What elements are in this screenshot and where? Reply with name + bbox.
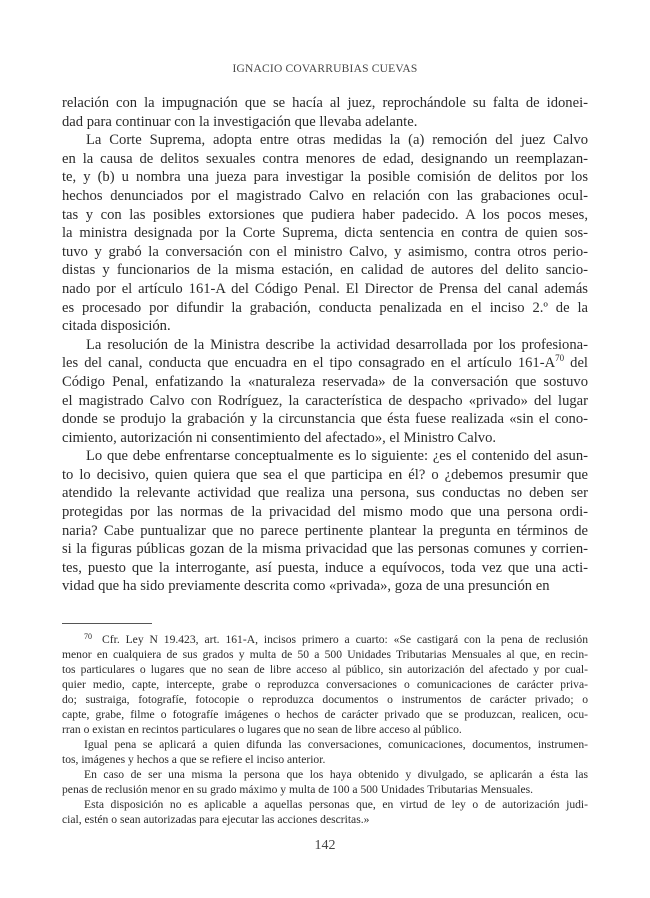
body-line	[62, 243, 588, 262]
line-text: es procesado por difundir la grabación, conducta penalizada en el inciso 2.º de la	[62, 299, 588, 316]
line-text: tes, puesto que la interrogante, así puesta, induce a equívocos, toda vez que una acti-	[62, 559, 588, 576]
line-text: tos particulares o lugares que no sean de libre acceso al público, sin autorización del afectado y por cual-	[62, 663, 588, 676]
body-line	[62, 447, 588, 466]
line-text: quier medio, capte, intercepte, grabe o reproduzca conversaciones o comunicaciones de carácter priva-	[62, 678, 588, 691]
line-text: te, y (b) u nombra una jueza para investigar la posible comisión de delitos por los	[62, 169, 588, 186]
body-line	[62, 113, 588, 132]
line-text: nado por el artículo 161-A del Código Penal. El Director de Prensa del canal además	[62, 280, 588, 297]
body-line	[62, 522, 588, 541]
body-line	[62, 224, 588, 243]
line-text: tos, imágenes y hechos a que se refiere el inciso anterior.	[62, 753, 326, 766]
line-text: cial, estén o sean autorizadas para ejecutar las acciones descritas.»	[62, 813, 370, 826]
line-text: Lo que debe enfrentarse conceptualmente es lo siguiente: ¿es el contenido del asun-	[86, 448, 588, 465]
line-text: tuvo y grabó la conversación con el ministro Calvo, y asimismo, contra otros perio-	[62, 243, 588, 260]
line-text: el magistrado Calvo con Rodríguez, la característica de despacho «privado» del lugar	[62, 392, 588, 409]
line-text: protegidas por las normas de la privacidad del mismo modo que una persona ordi-	[62, 504, 588, 521]
line-text: la ministra designada por la Corte Suprema, dicta sentencia en contra de quien sos-	[62, 225, 588, 242]
body-line	[62, 187, 588, 206]
body-line	[62, 429, 588, 448]
body-line	[62, 317, 588, 336]
line-text: dad para continuar con la investigación que llevaba adelante.	[62, 113, 418, 130]
body-line	[62, 261, 588, 280]
footnote-line	[62, 722, 588, 737]
body-line	[62, 503, 588, 522]
line-text: La Corte Suprema, adopta entre otras medidas la (a) remoción del juez Calvo	[86, 132, 588, 149]
footnote-line	[62, 812, 588, 827]
footnote-line	[62, 782, 588, 797]
line-text: si la figuras públicas gozan de la misma privacidad que las personas comunes y corrien-	[62, 541, 588, 558]
line-text: Esta disposición no es aplicable a aquellas personas que, en virtud de ley o de autorización judi-	[84, 798, 588, 811]
line-text: donde se produjo la grabación y la circunstancia que ésta fuese realizada «sin el cono-	[62, 411, 588, 428]
line-text: hechos denunciados por el magistrado Calvo en relación con las grabaciones ocul-	[62, 187, 588, 204]
body-line	[62, 559, 588, 578]
body-text	[62, 94, 588, 596]
footnote-line	[62, 752, 588, 767]
line-text: do; sustraiga, fotografíe, fotocopie o reproduzca documentos o instrumentos de carácter privado; o	[62, 693, 588, 706]
footnotes	[62, 629, 588, 827]
body-line	[62, 577, 588, 596]
line-text: vidad que ha sido previamente descrita como «privada», goza de una presunción en	[62, 578, 550, 595]
body-line	[62, 354, 588, 373]
body-line	[62, 94, 588, 113]
line-text: en la causa de delitos sexuales contra menores de edad, designando un reemplazan-	[62, 150, 588, 167]
line-text: atendido la relevante actividad que realiza una persona, sus conductas no deben ser	[62, 485, 588, 502]
body-line	[62, 131, 588, 150]
line-text: Código Penal, enfatizando la «naturaleza reservada» de la conversación que sostuvo	[62, 373, 588, 390]
line-text: distas y funcionarios de la misma estación, en calidad de autores del delito sancio-	[62, 262, 588, 279]
footnote-line	[62, 647, 588, 662]
line-text: tas y con las posibles extorsiones que pudiera haber padecido. A los pocos meses,	[62, 206, 588, 223]
line-text: citada disposición.	[62, 318, 171, 335]
line-text: cimiento, autorización ni consentimiento del afectado», el Ministro Calvo.	[62, 429, 497, 446]
body-line	[62, 484, 588, 503]
body-line	[62, 168, 588, 187]
body-line	[62, 466, 588, 485]
line-text: relación con la impugnación que se hacía al juez, reprochándole su falta de idonei-	[62, 95, 588, 111]
footnote-line	[62, 629, 588, 647]
body-line	[62, 150, 588, 169]
line-text: naria? Cabe puntualizar que no parece pertinente plantear la pregunta en términos de	[62, 522, 588, 539]
line-text: En caso de ser una misma la persona que los haya obtenido y divulgado, se aplicarán a ésta las	[84, 768, 588, 781]
line-text: del	[564, 355, 588, 372]
running-header: IGNACIO COVARRUBIAS CUEVAS	[232, 63, 418, 75]
line-text: penas de reclusión menor en su grado máximo y multa de 100 a 500 Unidades Tributarias Mensuales.	[62, 783, 534, 796]
line-text: rran o existan en recintos particulares o lugares que no sean de libre acceso al público.	[62, 723, 462, 736]
body-line	[62, 336, 588, 355]
footnote-line	[62, 737, 588, 752]
line-text: to lo decisivo, quien quiera que sea el que participa en él? o ¿debemos presumir que	[62, 466, 588, 483]
footnote-divider	[62, 623, 152, 624]
line-text: La resolución de la Ministra describe la actividad desarrollada por los profesiona-	[86, 336, 588, 353]
body-line	[62, 280, 588, 299]
footnote-reference[interactable]: 70	[555, 353, 565, 364]
line-text: capte, grabe, filme o fotografíe imágenes o hechos de carácter privado que se produzcan, realicen, ocu-	[62, 708, 588, 721]
body-line	[62, 299, 588, 318]
line-text: les del canal, conducta que encuadra en el tipo consagrado en el artículo 161-A	[62, 355, 556, 372]
footnote-line	[62, 767, 588, 782]
footnote-line	[62, 677, 588, 692]
body-line	[62, 392, 588, 411]
line-text: menor en cualquiera de sus grados y multa de 50 a 500 Unidades Tributarias Mensuales al que, en recin-	[62, 648, 588, 661]
page-number: 142	[314, 838, 336, 853]
footnote-number: 70	[84, 632, 92, 641]
footnote-line	[62, 662, 588, 677]
line-text: Igual pena se aplicará a quien difunda las conversaciones, comunicaciones, documentos, instrumen-	[84, 738, 588, 751]
footnote-line	[62, 692, 588, 707]
line-text: Cfr. Ley N 19.423, art. 161-A, incisos primero a cuarto: «Se castigará con la pena de reclusión	[102, 633, 588, 646]
footnote-line	[62, 707, 588, 722]
body-line	[62, 540, 588, 559]
body-line	[62, 410, 588, 429]
footnote-line	[62, 797, 588, 812]
body-line	[62, 206, 588, 225]
body-line	[62, 373, 588, 392]
